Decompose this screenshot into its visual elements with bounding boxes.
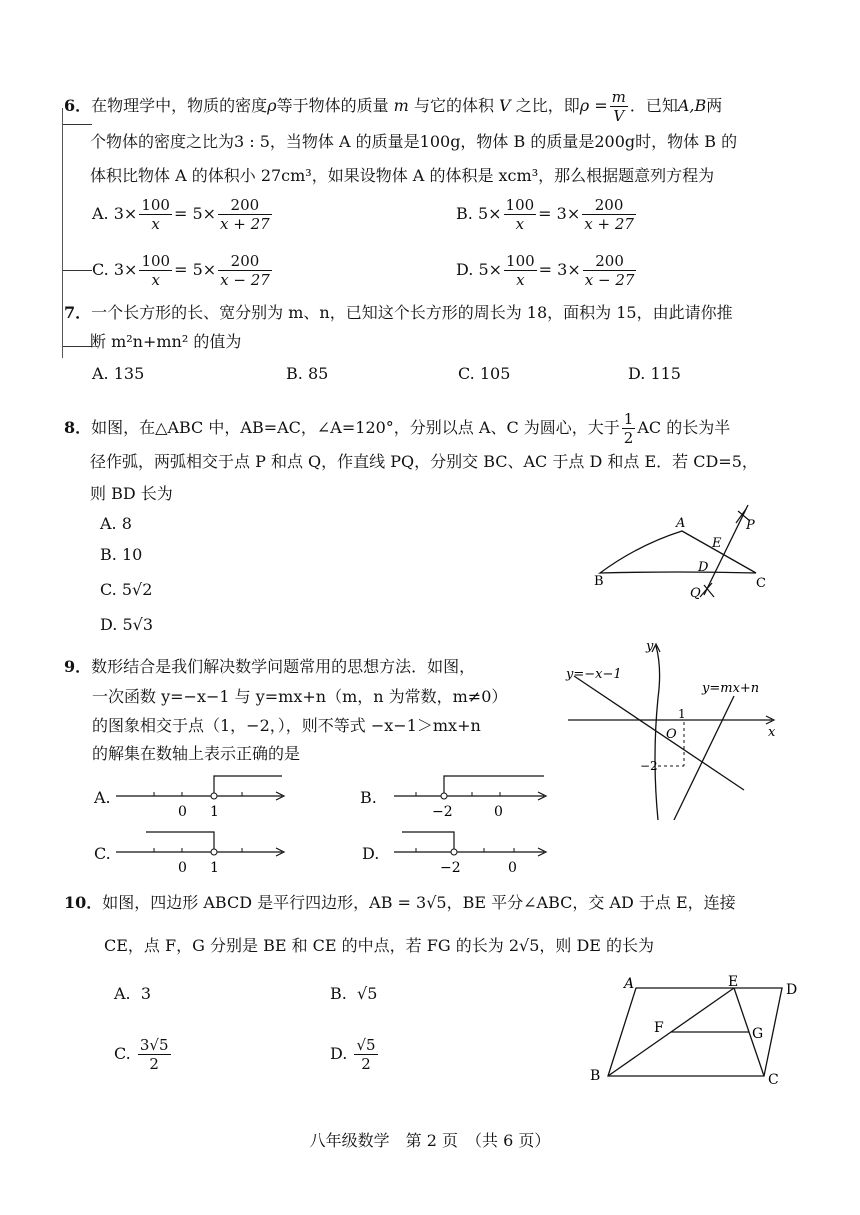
option-value: 135 — [113, 364, 145, 383]
q10-option-d[interactable] — [330, 1036, 380, 1073]
solution-ray — [402, 832, 454, 852]
label-d: D — [698, 560, 709, 575]
scan-mark — [62, 346, 92, 347]
q8-text: AC 的长为半 — [637, 418, 731, 437]
frac-den: x + 27 — [220, 215, 270, 233]
q6-line1 — [64, 88, 722, 125]
label-q: Q — [690, 586, 701, 601]
q10-parallelogram-figure — [586, 976, 806, 1091]
option-label: A. — [114, 984, 131, 1003]
frac-num: 200 — [582, 196, 636, 215]
q10-option-b[interactable] — [330, 984, 377, 1004]
option-label: B. — [456, 204, 473, 223]
label-c: C — [756, 576, 766, 591]
option-label: B. — [100, 545, 117, 564]
line-pq — [704, 505, 748, 595]
label-o: O — [666, 727, 677, 742]
q10-option-a[interactable] — [114, 984, 151, 1004]
frac-den: 2 — [149, 1055, 159, 1073]
open-circle — [441, 793, 447, 799]
q7-option-d[interactable] — [628, 364, 681, 384]
q9-option-b-label[interactable]: B. — [360, 788, 377, 807]
option-value: 115 — [650, 364, 681, 383]
open-circle — [211, 793, 217, 799]
q6-text: 在物理学中，物质的密度 — [91, 96, 268, 115]
m-var: m — [393, 96, 409, 115]
label-x: x — [768, 725, 776, 740]
label-a: A — [624, 976, 635, 992]
frac-num: 200 — [218, 196, 272, 215]
frac-num: 100 — [141, 252, 171, 270]
q9-option-a-numberline[interactable] — [112, 770, 287, 820]
frac-den: x − 27 — [220, 271, 270, 289]
q7-text: 一个长方形的长、宽分别为 m、n，已知这个长方形的周长为 18，面积为 15，由此请你推 — [91, 303, 733, 322]
q6-line3: 体积比物体 A 的体积小 27cm³，如果设物体 A 的体积是 xcm³，那么根据题意列方程为 — [90, 166, 715, 185]
frac-den: V — [613, 107, 625, 125]
q7-option-c[interactable] — [458, 364, 510, 384]
tick-label: 0 — [178, 804, 187, 820]
q9-option-c-label[interactable]: C. — [94, 844, 111, 863]
option-value: 85 — [307, 364, 329, 383]
option-label: C. — [100, 580, 117, 599]
q8-line2: 径作弧，两弧相交于点 P 和点 Q，作直线 PQ，分别交 BC、AC 于点 D 和点 E．若 CD=5， — [90, 452, 758, 471]
label-p: P — [746, 518, 755, 533]
option-label: D. — [456, 260, 474, 279]
q6-text: ．已知 — [629, 96, 678, 115]
label-line2: y=mx+n — [702, 681, 760, 696]
tick-label: 1 — [210, 804, 219, 820]
option-value: √5 — [357, 984, 378, 1003]
label-b: B — [590, 1068, 601, 1084]
eq: = 3× — [538, 260, 581, 279]
label-f: F — [654, 1020, 664, 1036]
coef: 5× — [478, 260, 503, 279]
label-line1: y=−x−1 — [566, 667, 622, 682]
frac-num: 200 — [583, 252, 637, 271]
q10-line2: CE，点 F，G 分别是 BE 和 CE 的中点，若 FG 的长为 2√5，则 DE 的长为 — [104, 936, 655, 955]
frac-num: 100 — [506, 252, 535, 270]
q6-option-a[interactable] — [92, 196, 274, 233]
frac-den: x − 27 — [584, 271, 635, 289]
option-value: 8 — [121, 514, 132, 533]
q9-option-c-numberline[interactable] — [112, 826, 287, 876]
q6-text: 与它的体积 — [413, 96, 494, 115]
q7-option-b[interactable] — [286, 364, 328, 384]
rho: ρ — [267, 96, 277, 115]
q10-text: 如图，四边形 ABCD 是平行四边形，AB = 3√5，BE 平分∠ABC，交 AD 于点 E，连接 — [102, 893, 736, 912]
frac-num: 200 — [218, 252, 272, 271]
q9-graph — [562, 638, 792, 828]
q6-line2: 个物体的密度之比为3 : 5，当物体 A 的质量是100g，物体 B 的质量是200g时，物体 B 的 — [90, 132, 738, 151]
option-label: D. — [100, 615, 118, 634]
eq: = 5× — [173, 204, 217, 223]
label-e: E — [728, 974, 739, 990]
frac-num: √5 — [356, 1036, 376, 1054]
label-a: A — [676, 516, 686, 531]
label-b: B — [594, 574, 604, 589]
label-g: G — [752, 1026, 764, 1042]
label-e: E — [712, 536, 722, 551]
q6-text: 等于物体的质量 — [276, 96, 389, 115]
q8-option-a[interactable] — [100, 514, 132, 534]
q8-option-d[interactable] — [100, 615, 153, 635]
fraction — [583, 252, 637, 289]
scan-mark — [62, 108, 63, 358]
q8-option-c[interactable] — [100, 580, 152, 600]
fraction — [218, 196, 272, 233]
q6-formula-lhs: ρ = — [579, 96, 608, 115]
open-circle — [211, 849, 217, 855]
option-value: 3 — [140, 984, 151, 1003]
frac-num: 100 — [141, 196, 170, 214]
q10-line1 — [64, 893, 736, 913]
scan-mark — [62, 270, 92, 271]
fraction — [504, 252, 537, 289]
q9-text: 数形结合是我们解决数学问题常用的思想方法．如图， — [91, 657, 476, 676]
solution-ray — [146, 832, 214, 852]
option-label: A. — [92, 364, 109, 383]
q8-triangle-figure — [588, 505, 788, 615]
fraction — [582, 196, 636, 233]
option-value: 5√2 — [121, 580, 153, 599]
coef: 5× — [477, 204, 502, 223]
q6-formula-fraction — [610, 88, 628, 125]
tick-label: 0 — [178, 860, 187, 876]
label-y: y — [646, 639, 654, 654]
q8-line1 — [64, 410, 730, 447]
coef: 3× — [113, 260, 138, 279]
option-value: 105 — [479, 364, 511, 383]
tick-label: 0 — [508, 860, 517, 876]
fraction — [138, 1036, 171, 1073]
option-label: C. — [458, 364, 475, 383]
eq: = 3× — [538, 204, 581, 223]
q7-number: 7． — [64, 303, 92, 322]
option-label: D. — [628, 364, 646, 383]
frac-den: x — [151, 271, 160, 289]
q8-option-b[interactable] — [100, 545, 142, 565]
q9-option-a-label[interactable]: A. — [94, 788, 111, 807]
q6-ab: A,B — [677, 96, 707, 115]
option-label: B. — [286, 364, 303, 383]
q8-text: 如图，在△ABC 中，AB=AC，∠A=120°，分别以点 A、C 为圆心，大于 — [91, 418, 620, 437]
tick-label: 0 — [494, 804, 503, 820]
page-footer: 八年级数学 第 2 页 （共 6 页） — [309, 1131, 551, 1150]
q8-line3: 则 BD 长为 — [90, 484, 173, 503]
frac-den: x — [515, 215, 525, 233]
open-circle — [451, 849, 457, 855]
fraction — [139, 196, 172, 233]
label-c: C — [768, 1072, 779, 1088]
label-d: D — [786, 982, 798, 998]
v-var: V — [499, 96, 511, 115]
q7-line2: 断 m²n+mn² 的值为 — [90, 332, 242, 351]
q9-number: 9． — [64, 657, 92, 676]
tick-label: −2 — [440, 860, 461, 876]
option-label: A. — [92, 204, 109, 223]
tick-label: −2 — [432, 804, 453, 820]
label-1: 1 — [678, 707, 686, 721]
q9-option-d-label[interactable]: D. — [362, 844, 380, 863]
option-label: D. — [330, 1044, 348, 1063]
solution-ray — [444, 776, 544, 796]
fraction — [139, 252, 172, 289]
q10-number: 10． — [64, 893, 103, 912]
q8-fraction — [622, 410, 636, 447]
q6-text: 两 — [706, 96, 723, 115]
q9-line3: 的图象相交于点（1，−2，），则不等式 −x−1＞mx+n — [92, 716, 481, 735]
q9-option-d-numberline[interactable] — [380, 826, 550, 876]
frac-num: 1 — [623, 410, 634, 428]
q10-option-c[interactable] — [114, 1036, 173, 1073]
q6-text: 之比，即 — [515, 96, 580, 115]
frac-num: m — [611, 88, 626, 106]
q9-option-b-numberline[interactable] — [380, 770, 550, 820]
label-neg2: −2 — [640, 759, 658, 773]
frac-num: 3√5 — [139, 1036, 169, 1054]
frac-den: x — [516, 271, 525, 289]
q9-line2: 一次函数 y=−x−1 与 y=mx+n（m，n 为常数，m≠0） — [92, 687, 508, 706]
frac-den: x — [151, 215, 160, 233]
q6-option-c[interactable] — [92, 252, 274, 289]
tick-label: 1 — [210, 860, 219, 876]
option-label: C. — [92, 260, 109, 279]
eq: = 5× — [174, 260, 217, 279]
q7-line1 — [64, 303, 733, 323]
q6-number: 6． — [64, 96, 92, 115]
q6-option-d[interactable] — [456, 252, 638, 289]
frac-den: 2 — [623, 429, 634, 447]
fraction — [218, 252, 272, 289]
q6-option-b[interactable] — [456, 196, 638, 233]
option-value: 10 — [121, 545, 143, 564]
option-label: C. — [114, 1044, 131, 1063]
q9-line4: 的解集在数轴上表示正确的是 — [92, 744, 301, 763]
fraction — [504, 196, 537, 233]
q8-number: 8． — [64, 418, 92, 437]
solution-ray — [214, 776, 282, 796]
frac-den: x + 27 — [584, 215, 634, 233]
q9-line1 — [64, 657, 475, 677]
frac-num: 100 — [505, 196, 535, 214]
option-label: A. — [100, 514, 117, 533]
option-label: B. — [330, 984, 347, 1003]
fraction — [354, 1036, 377, 1073]
coef: 3× — [113, 204, 138, 223]
frac-den: 2 — [361, 1055, 371, 1073]
q7-option-a[interactable] — [92, 364, 144, 384]
option-value: 5√3 — [122, 615, 153, 634]
